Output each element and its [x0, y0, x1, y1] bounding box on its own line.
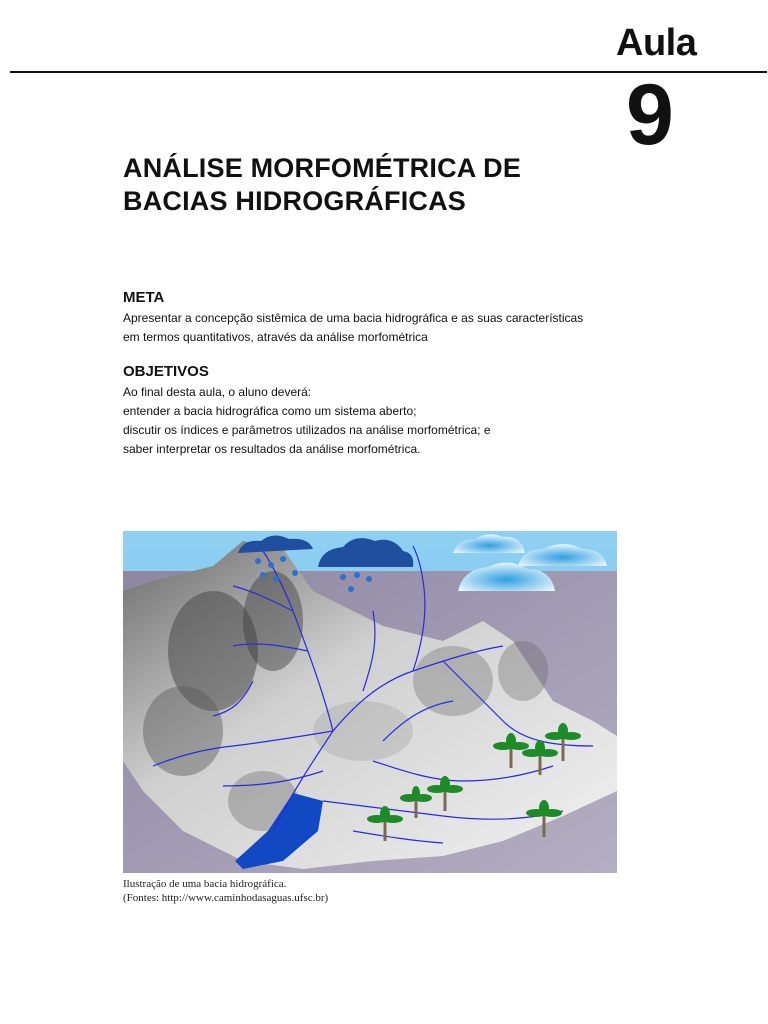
title-line: BACIAS HIDROGRÁFICAS: [123, 186, 467, 216]
caption-line: Ilustração de uma bacia hidrográfica.: [123, 878, 287, 890]
objetivo-line: saber interpretar os resultados da análise morfométrica.: [123, 442, 421, 456]
objetivos-text: [123, 383, 643, 459]
objetivo-line: Ao final desta aula, o aluno deverá:: [123, 385, 312, 399]
objetivo-line: discutir os índices e parâmetros utilizados na análise morfométrica; e: [123, 423, 491, 437]
meta-heading: META: [123, 289, 165, 306]
objetivos-heading: OBJETIVOS: [123, 363, 209, 380]
caption-line: (Fontes: http://www.caminhodasaguas.ufsc.br): [123, 892, 329, 904]
watershed-illustration: [123, 531, 617, 873]
meta-line: em termos quantitativos, através da análise morfométrica: [123, 330, 428, 344]
aula-number: 9: [626, 67, 674, 163]
title-line: ANÁLISE MORFOMÉTRICA DE: [123, 153, 522, 183]
meta-text: [123, 309, 643, 347]
page-title: [123, 152, 603, 218]
objetivo-line: entender a bacia hidrográfica como um sistema aberto;: [123, 404, 417, 418]
meta-line: Apresentar a concepção sistêmica de uma bacia hidrográfica e as suas características: [123, 311, 584, 325]
aula-label: Aula: [616, 22, 697, 64]
figure-caption: [123, 877, 328, 905]
